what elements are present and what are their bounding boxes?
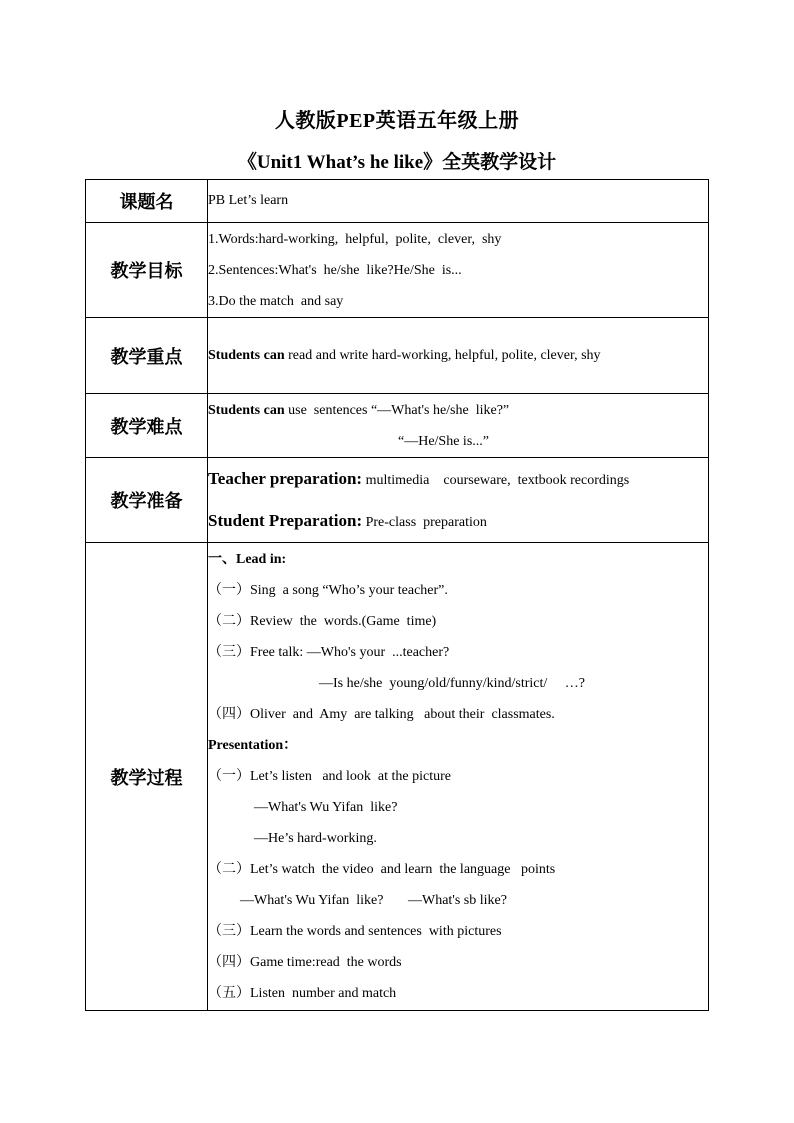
- preparation-label: 教学准备: [86, 458, 208, 543]
- lead-in-subline: —Is he/she young/old/funny/kind/strict/ …?: [319, 676, 585, 691]
- objectives-content: [208, 223, 709, 318]
- presentation-item: （四）Game time:read the words: [208, 955, 402, 970]
- document-subtitle: 《Unit1 What’s he like》全英教学设计: [237, 152, 557, 173]
- lead-in-item: （二）Review the words.(Game time): [208, 614, 437, 629]
- presentation-subline: —He’s hard-working.: [254, 831, 377, 846]
- process-row: [86, 543, 709, 1011]
- preparation-content: [208, 458, 709, 543]
- presentation-item: （一）Let’s listen and look at the picture: [208, 769, 452, 784]
- key-points-text: read and write hard-working, helpful, polite, clever, shy: [284, 347, 601, 363]
- student-preparation-label: Student Preparation:: [208, 511, 363, 530]
- document-title: 人教版PEP英语五年级上册: [274, 110, 520, 132]
- presentation-heading: Presentation：: [208, 738, 298, 753]
- difficulties-row: [86, 394, 709, 458]
- presentation-item: （三）Learn the words and sentences with pictures: [208, 924, 502, 939]
- key-points-label: 教学重点: [86, 318, 208, 394]
- lead-in-item: （四）Oliver and Amy are talking about their classmates.: [208, 707, 555, 722]
- lead-in-item: （三）Free talk: —Who's your ...teacher?: [208, 645, 450, 660]
- teacher-preparation-text: multimedia courseware, textbook recordings: [362, 473, 630, 488]
- process-label: 教学过程: [86, 543, 208, 1011]
- objective-line: 3.Do the match and say: [208, 293, 344, 309]
- key-points-content: [208, 318, 709, 394]
- objectives-label: 教学目标: [86, 223, 208, 318]
- presentation-subline: —What's Wu Yifan like?: [254, 800, 398, 815]
- preparation-row: [86, 458, 709, 543]
- process-content: [208, 543, 709, 1011]
- teacher-preparation: [208, 458, 708, 500]
- difficulties-text: use sentences “—What's he/she like?”: [284, 402, 510, 418]
- topic-value: PB Let’s learn: [208, 180, 709, 223]
- presentation-subline: —What's Wu Yifan like? —What's sb like?: [240, 893, 507, 908]
- lead-in-heading: 一、Lead in:: [208, 552, 287, 567]
- lesson-plan-table: [85, 179, 709, 1011]
- difficulties-content: [208, 394, 709, 458]
- teacher-preparation-label: Teacher preparation:: [208, 469, 363, 488]
- presentation-item: （五）Listen number and match: [208, 986, 397, 1001]
- lead-in-item: （一）Sing a song “Who’s your teacher”.: [208, 583, 448, 598]
- difficulties-line2: “—He/She is...”: [398, 433, 489, 449]
- key-points-prefix: Students can: [208, 347, 285, 363]
- objective-line: 2.Sentences:What's he/she like?He/She is...: [208, 262, 462, 278]
- topic-row: [86, 180, 709, 223]
- objectives-row: [86, 223, 709, 318]
- presentation-item: （二）Let’s watch the video and learn the language points: [208, 862, 556, 877]
- student-preparation-text: Pre-class preparation: [362, 515, 487, 530]
- student-preparation: [208, 500, 708, 542]
- topic-label: 课题名: [86, 180, 208, 223]
- key-points-row: [86, 318, 709, 394]
- difficulties-line1: [208, 395, 708, 426]
- difficulties-prefix: Students can: [208, 402, 285, 418]
- objective-line: 1.Words:hard-working, helpful, polite, clever, shy: [208, 231, 502, 247]
- difficulties-label: 教学难点: [86, 394, 208, 458]
